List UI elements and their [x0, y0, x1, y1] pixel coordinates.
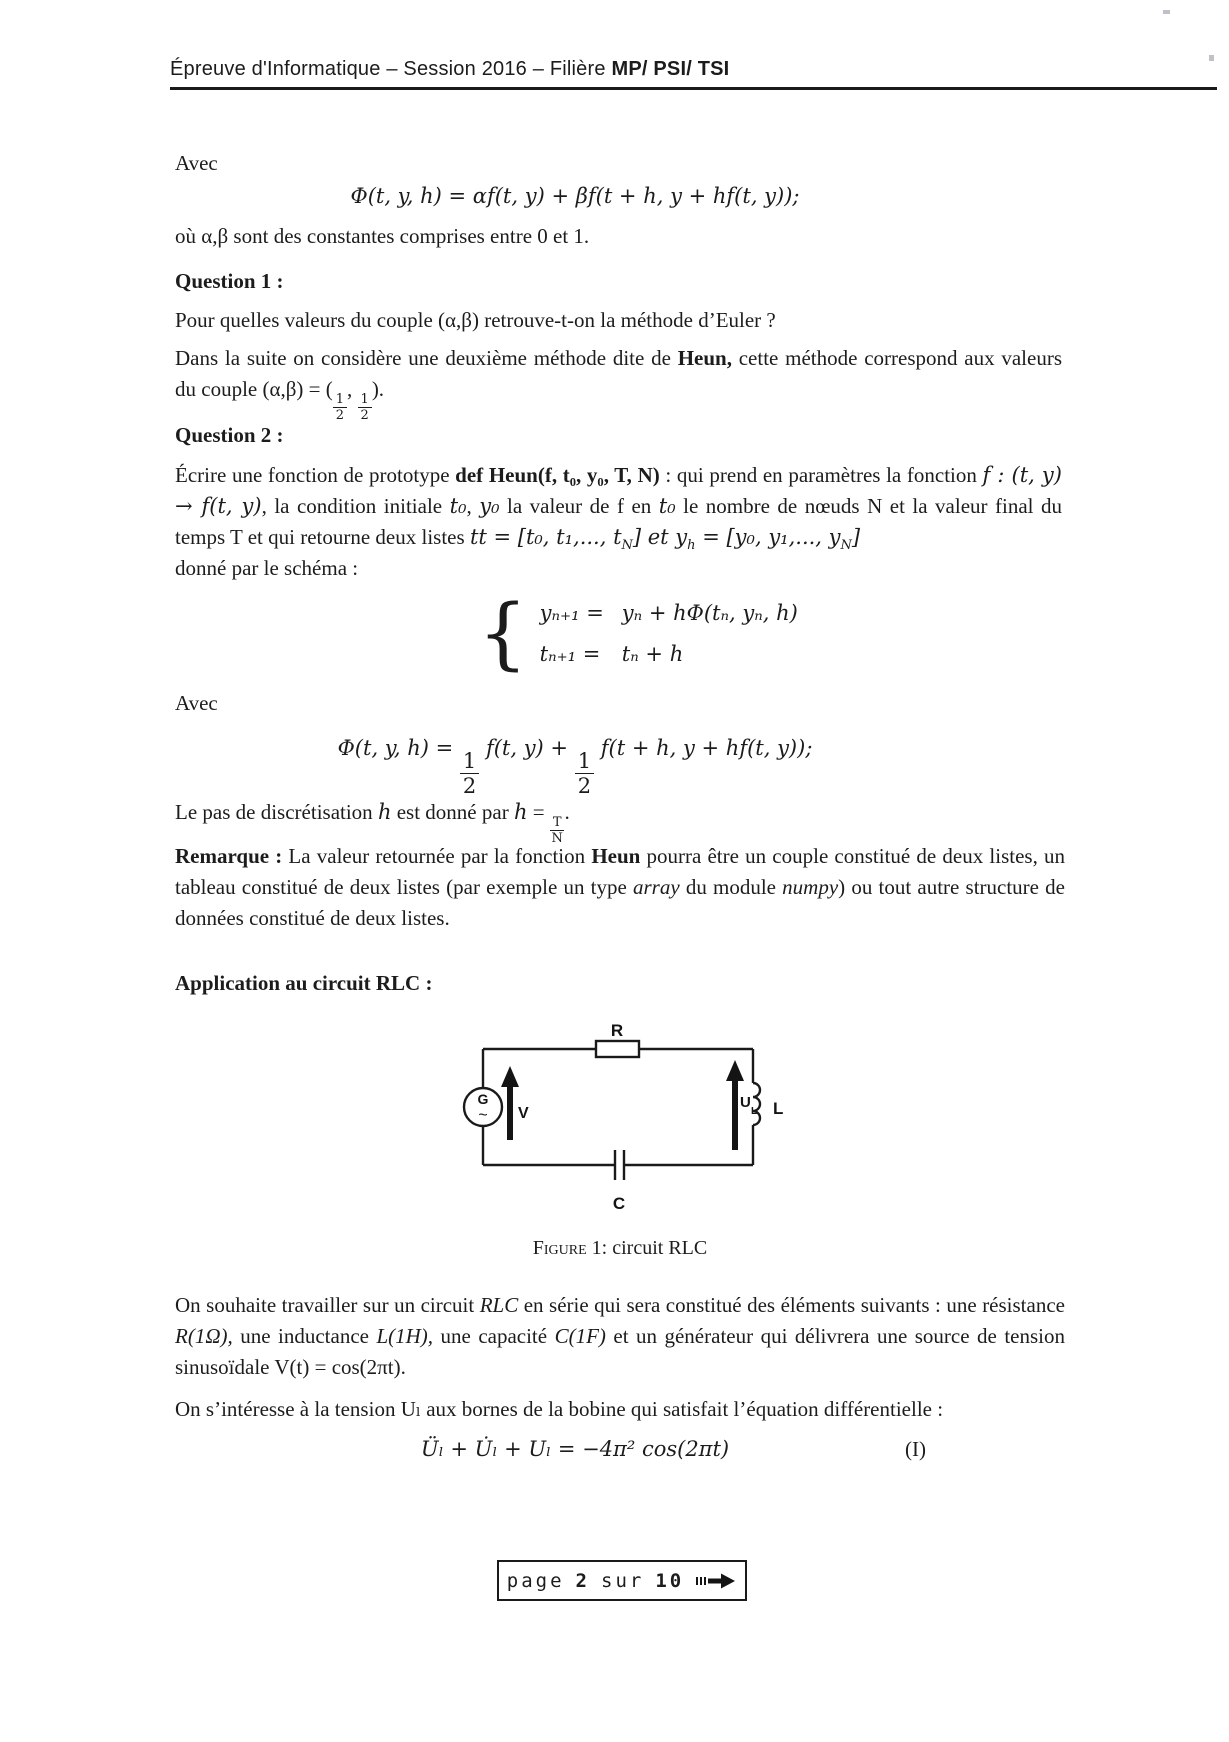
discretisation-line [175, 797, 570, 845]
constants-line: où α,β sont des constantes comprises entre 0 et 1. [175, 224, 590, 248]
page-forward-icon [695, 1572, 737, 1590]
def-heun-prototype: def Heun(f, t₀, y₀, T, N) [455, 463, 660, 487]
rlc-italic: RLC [479, 1293, 519, 1317]
text-segment: , [466, 494, 480, 518]
capacitor-symbol [615, 1150, 624, 1180]
inductor-symbol [753, 1083, 760, 1125]
figure-caption-word: Figure [532, 1237, 587, 1259]
schema-intro-line: donné par le schéma : [175, 556, 359, 580]
math-segment: Φ(t, y, h) = [337, 736, 460, 760]
question2-paragraph [175, 460, 1062, 561]
math-segment: f(t + h, y + hf(t, y)); [594, 736, 813, 760]
rlc-description-paragraph [175, 1290, 1065, 1383]
page-indicator-box [497, 1560, 747, 1601]
schema-equations [540, 598, 798, 670]
inductor-label: L [773, 1099, 784, 1118]
text-segment: : qui prend en paramètres la fonction [659, 463, 983, 487]
schema-eq1-left: yₙ₊₁ = [539, 601, 604, 625]
question1-question: Pour quelles valeurs du couple (α,β) retrouve-t-on la méthode d’Euler ? [175, 308, 776, 332]
ul-label-sub-L: L [751, 1106, 758, 1117]
voltage-label: V [518, 1105, 529, 1122]
phi-general-formula-text: Φ(t, y, h) = αf(t, y) + βf(t + h, y + hf(t, y)); [350, 184, 800, 208]
page-word: page [506, 1569, 565, 1592]
differential-equation: Üₗ + U̇ₗ + Uₗ = −4π² cos(2πt) [420, 1437, 730, 1461]
math-segment: f : (t, y) → f(t, y) [175, 463, 1062, 518]
current-page-number: 2 [575, 1569, 590, 1592]
capacitor-label: C [612, 1194, 626, 1213]
differential-equation-row [175, 1434, 975, 1465]
header-title: Épreuve d'Informatique – Session 2016 – Filière [170, 58, 612, 80]
equation-number: (I) [905, 1437, 926, 1461]
heun-bold: Heun, [677, 346, 732, 370]
scan-speck [1209, 55, 1214, 61]
text-segment: et un générateur qui délivrera une source de tension sinusoïdale V(t) = cos(2πt). [175, 1324, 1066, 1379]
text-segment: On souhaite travailler sur un circuit [175, 1293, 480, 1317]
header-rule [170, 87, 1217, 90]
fraction-T-over-N: $\frac{T}{N}$ [551, 814, 563, 846]
resistance-value: R(1Ω), [175, 1324, 233, 1348]
numpy-italic: numpy [782, 875, 839, 899]
text-segment: Écrire une fonction de prototype [175, 463, 456, 487]
header-title-bold: MP/ PSI/ TSI [611, 58, 730, 80]
text-segment: Le pas de discrétisation [175, 800, 378, 824]
page-header [170, 54, 729, 85]
figure-caption-rest: 1: circuit RLC [586, 1237, 708, 1259]
resistor-symbol [596, 1041, 639, 1057]
text-segment: le nombre de nœuds N et la valeur final du temps T et qui retourne deux listes [175, 494, 1063, 549]
math-segment: h [377, 800, 392, 824]
capacite-value: C(1F) [554, 1324, 606, 1348]
text-segment: = [527, 800, 550, 824]
phi-general-formula [175, 181, 975, 212]
subscript-N: N [840, 538, 852, 554]
remarque-paragraph [175, 841, 1065, 934]
avec-label-1: Avec [175, 151, 218, 175]
text-segment: . [564, 800, 570, 824]
application-heading: Application au circuit RLC : [175, 971, 433, 995]
sur-word: sur [601, 1569, 645, 1592]
math-segment: ] et y [632, 525, 688, 549]
text-segment: du module [679, 875, 783, 899]
text-segment: une inductance [232, 1324, 377, 1348]
fraction-one-half: $\frac{1}{2}$ [460, 750, 479, 797]
math-segment: f(t, y) + [479, 736, 575, 760]
schema-eq2-right: tₙ + h [621, 642, 684, 666]
inductance-value: L(1H), [376, 1324, 434, 1348]
math-segment: ] [851, 525, 861, 549]
ul-arrow-head [726, 1060, 744, 1081]
question2-title: Question 2 : [175, 423, 284, 447]
resistor-label: R [610, 1021, 624, 1040]
schema-eq1-right: yₙ + hΦ(tₙ, yₙ, h) [621, 601, 798, 625]
text-segment: La valeur retournée par la fonction [282, 844, 592, 868]
text-segment: , la condition initiale [261, 494, 450, 518]
array-italic: array [632, 875, 680, 899]
subscript-N: N [621, 538, 633, 554]
heun-schema-system [478, 588, 798, 679]
text-segment: , [347, 377, 358, 401]
math-segment: h [513, 800, 528, 824]
question1-title: Question 1 : [175, 269, 284, 293]
text-segment: une capacité [433, 1324, 555, 1348]
subscript-h: h [687, 538, 696, 554]
text-segment: la valeur de f en [499, 494, 659, 518]
math-segment: t₀ [449, 494, 467, 518]
figure-caption [175, 1233, 1065, 1264]
schema-brace: { [478, 588, 528, 679]
question1-paragraph [175, 343, 1062, 422]
rlc-circuit-figure [413, 1010, 823, 1228]
text-segment: cette méthode correspond aux valeurs du couple (α,β) = ( [175, 346, 1062, 401]
math-segment: t₀ [658, 494, 676, 518]
scan-speck [1163, 10, 1170, 14]
heun-bold: Heun [591, 844, 641, 868]
voltage-arrow-head [501, 1066, 519, 1087]
text-segment: en série qui sera constitué des éléments suivants : une résistance [518, 1293, 1065, 1317]
tension-line: On s’intéresse à la tension Uₗ aux bornes de la bobine qui satisfait l’équation différentielle : [175, 1397, 944, 1421]
remarque-label: Remarque : [175, 844, 283, 868]
generator-label: G [477, 1091, 489, 1107]
avec-label-2: Avec [175, 691, 218, 715]
schema-eq2-left: tₙ₊₁ = [539, 642, 601, 666]
math-segment: = [y₀, y₁,..., y [695, 525, 841, 549]
text-segment: ). [371, 377, 385, 401]
sine-symbol: ~ [478, 1107, 488, 1124]
text-segment: pourra être un couple constitué de deux listes, un tableau constitué de deux listes (par exemple un type [175, 844, 1065, 899]
text-segment: Dans la suite on considère une deuxième méthode dite de [175, 346, 678, 370]
math-segment: tt = [t₀, t₁,..., t [469, 525, 622, 549]
text-segment: ) ou tout autre structure de données constitué de deux listes. [175, 875, 1065, 930]
fraction-one-half: $\frac{1}{2}$ [333, 393, 347, 422]
math-segment: y₀ [479, 494, 500, 518]
text-segment: est donné par [391, 800, 514, 824]
fraction-one-half: $\frac{1}{2}$ [575, 750, 594, 797]
total-pages-number: 10 [655, 1569, 685, 1592]
ul-label-U: U [740, 1094, 751, 1111]
fraction-one-half: $\frac{1}{2}$ [358, 393, 372, 422]
phi-heun-formula [175, 733, 975, 797]
